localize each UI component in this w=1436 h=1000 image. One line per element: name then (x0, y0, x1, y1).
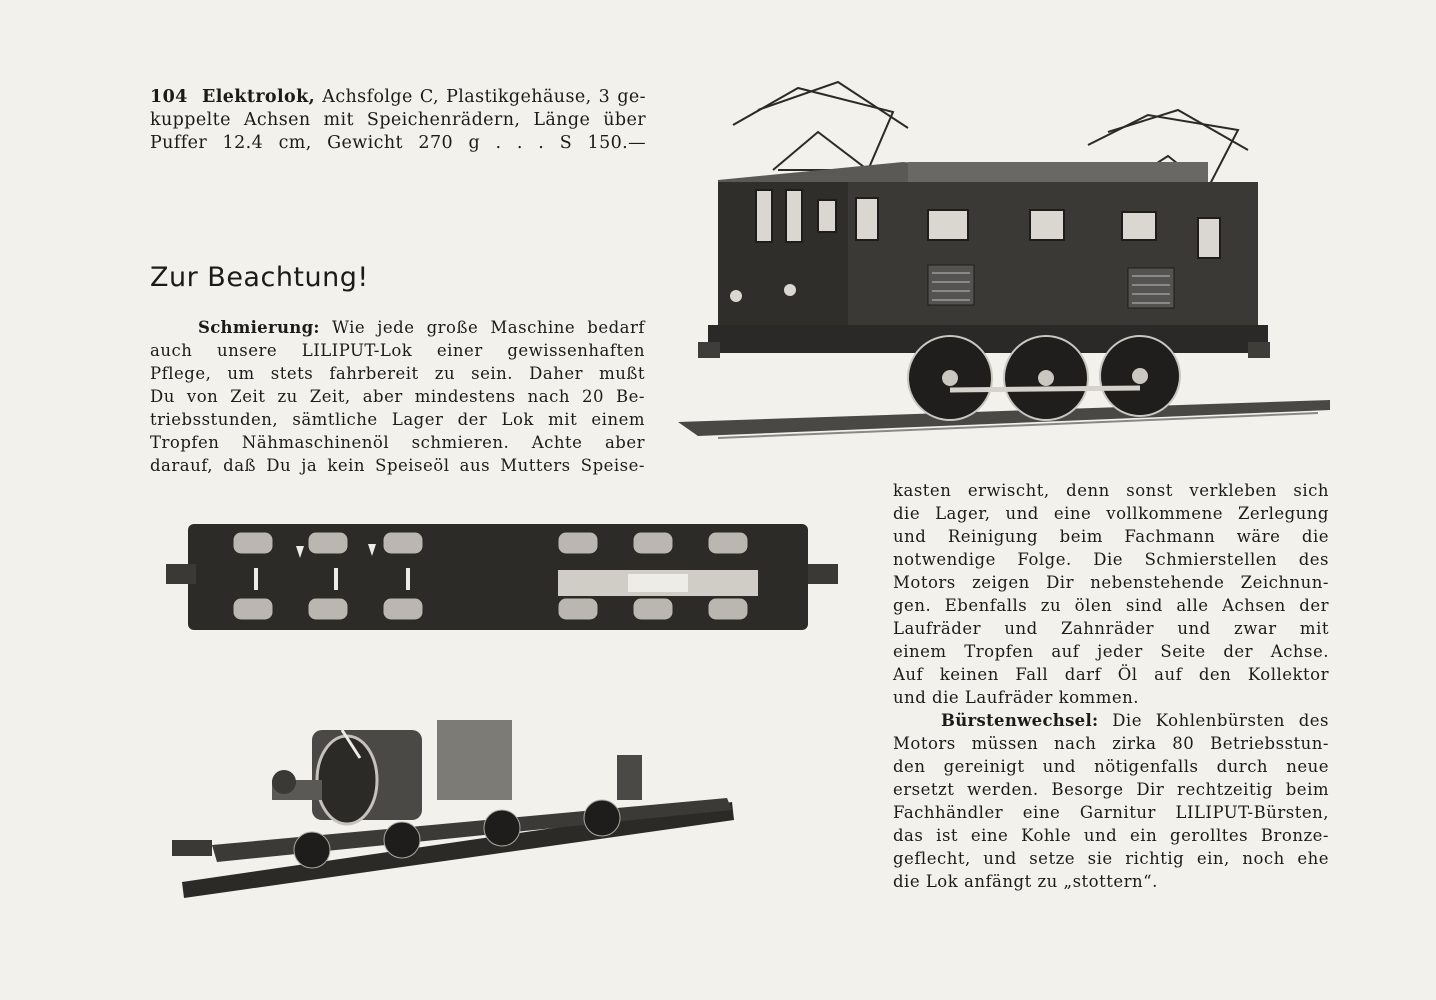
lubrication-label: Schmierung: (198, 318, 320, 337)
text-line: darauf, daß Du ja kein Speiseöl aus Mutters Speise- (150, 456, 645, 475)
product-line-3: Puffer 12.4 cm, Gewicht 270 g . . . S 150.— (150, 133, 646, 153)
text-line: auch unsere LILIPUT-Lok einer gewissenhaften (150, 341, 645, 360)
text-line: Motors zeigen Dir nebenstehende Zeichnun- (893, 573, 1329, 592)
text-line: notwendige Folge. Die Schmierstellen des (893, 550, 1329, 569)
text-line: das ist eine Kohle und ein gerolltes Bronze- (893, 826, 1329, 845)
text-line: gen. Ebenfalls zu ölen sind alle Achsen der (893, 596, 1329, 615)
text-line: Auf keinen Fall darf Öl auf den Kollektor (893, 665, 1329, 684)
product-number: 104 (150, 87, 188, 107)
text-line: Motors müssen nach zirka 80 Betriebsstun- (893, 734, 1329, 753)
text-line: die Lok anfängt zu „stottern“. (893, 872, 1158, 891)
brushes-label: Bürstenwechsel: (941, 711, 1099, 730)
product-line-1: Achsfolge C, Plastikgehäuse, 3 ge- (315, 87, 646, 107)
lubrication-text-right: kasten erwischt, denn sonst verkleben sich die Lager, und eine vollkommene Zerlegung und Reinigung beim Fachmann wäre die notwendige Folge. Die Schmierstellen des Motors zeigen Dir nebenstehende Zeichnun- gen. Ebenfalls zu ölen sind alle Achsen der Laufräder und Zahnräder und zwar mit einem Tropfen auf jeder Seite der Achse. Auf keinen Fall darf Öl auf den Kollektor und die Laufräder kommen. Bürstenwechsel: Die Kohlenbürsten des Motors müssen nach zirka 80 Betriebsstun- den gereinigt und nötigenfalls durch neue ersetzt werden. Besorge Dir rechtzeitig beim Fachhändler eine Garnitur LILIPUT-Bürsten, das ist eine Kohle und ein gerolltes Bronze- geflecht, und setze sie richtig ein, noch ehe die Lok anfängt zu „stottern“. (893, 481, 1329, 891)
text-line: einem Tropfen auf jeder Seite der Achse. (893, 642, 1329, 661)
text-line: ersetzt werden. Besorge Dir rechtzeitig beim (893, 780, 1329, 799)
text-line: Laufräder und Zahnräder und zwar mit (893, 619, 1329, 638)
text-line: kasten erwischt, denn sonst verkleben sich (893, 481, 1329, 500)
electric-locomotive-image (678, 70, 1330, 450)
chassis-underside-image (158, 518, 850, 636)
product-name: Elektrolok, (201, 87, 316, 107)
text-line: die Lager, und eine vollkommene Zerlegung (893, 504, 1329, 523)
motor-chassis-image (172, 710, 740, 900)
product-line-2: kuppelte Achsen mit Speichenrädern, Länge über (150, 110, 646, 130)
section-heading: Zur Beachtung! (150, 262, 369, 293)
text-line: und die Laufräder kommen. (893, 688, 1139, 707)
text-line: Pflege, um stets fahrbereit zu sein. Daher mußt (150, 364, 645, 383)
text-line: den gereinigt und nötigenfalls durch neue (893, 757, 1329, 776)
text-line: Fachhändler eine Garnitur LILIPUT-Bürsten, (893, 803, 1329, 822)
text-line: Du von Zeit zu Zeit, aber mindestens nach 20 Be- (150, 387, 645, 406)
lubrication-text-left: Schmierung: Wie jede große Maschine bedarf auch unsere LILIPUT-Lok einer gewissenhaften Pflege, um stets fahrbereit zu sein. Daher mußt Du von Zeit zu Zeit, aber mindestens nach 20 Be- triebsstunden, sämtliche Lager der Lok mit einem Tropfen Nähmaschinenöl schmieren. Achte aber darauf, daß Du ja kein Speiseöl aus Mutters Speise- (150, 318, 645, 475)
text-line: geflecht, und setze sie richtig ein, noch ehe (893, 849, 1329, 868)
text-line: triebsstunden, sämtliche Lager der Lok mit einem (150, 410, 645, 429)
text-line: Tropfen Nähmaschinenöl schmieren. Achte aber (150, 433, 645, 452)
text-line: und Reinigung beim Fachmann wäre die (893, 527, 1329, 546)
product-description (150, 86, 646, 155)
